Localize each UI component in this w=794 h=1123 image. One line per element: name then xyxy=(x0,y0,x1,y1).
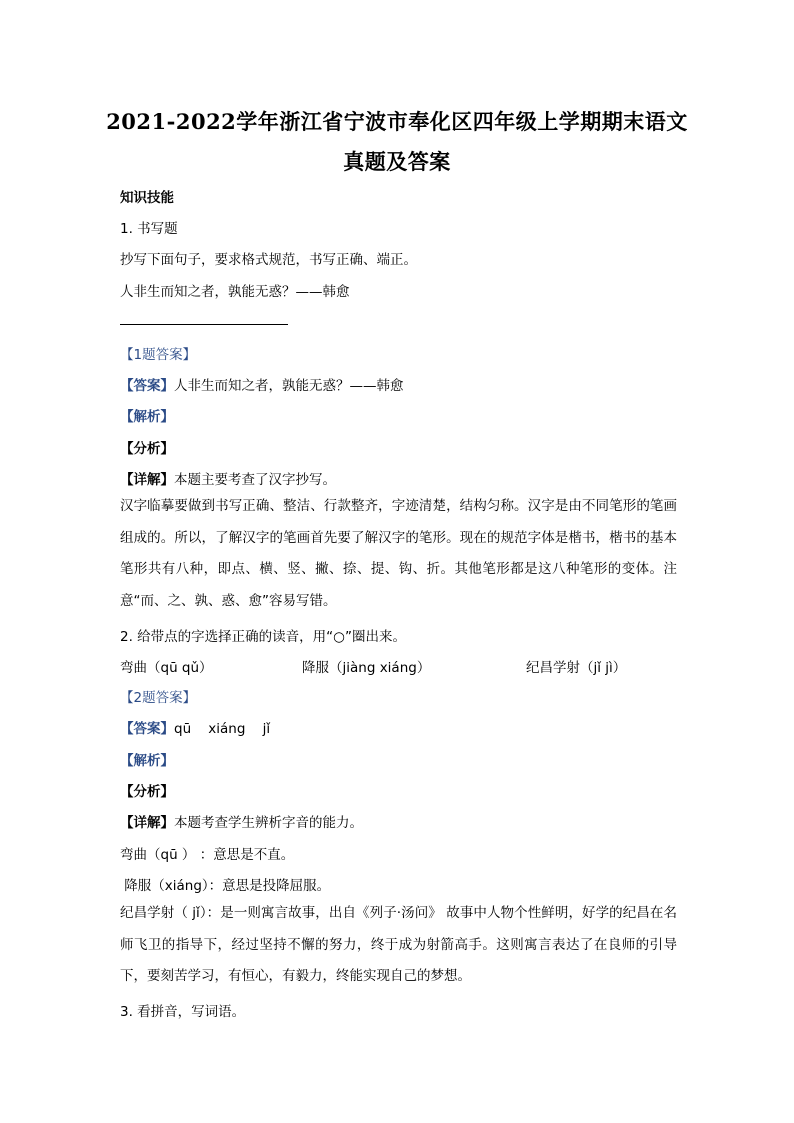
q2-item2: 降服（jiàng xiáng） xyxy=(302,660,431,676)
q2-analysis-label: 【解析】 xyxy=(120,753,174,769)
q2-detail xyxy=(120,811,363,831)
q2-fenxi-label: 【分析】 xyxy=(120,784,174,800)
q2-answer xyxy=(120,717,270,737)
detail-label: 【详解】 xyxy=(120,472,174,488)
answer-text: qū xiáng jǐ xyxy=(174,721,271,737)
detail-text: 本题主要考查了汉字抄写。 xyxy=(174,472,336,488)
q2-item3: 纪昌学射（jǐ jì） xyxy=(526,660,627,676)
q1-answer xyxy=(120,374,404,394)
answer-blank-line xyxy=(120,324,288,325)
section-heading: 知识技能 xyxy=(120,190,174,206)
q1-quote: 人非生而知之者，孰能无惑？——韩愈 xyxy=(120,284,350,300)
answer-text: 人非生而知之者，孰能无惑？——韩愈 xyxy=(174,378,404,394)
q2-item1: 弯曲（qū qǔ） xyxy=(120,660,213,676)
detail-label: 【详解】 xyxy=(120,815,174,831)
q2-explanation-2: 降服（xiáng）：意思是投降屈服。 xyxy=(120,878,331,894)
q2-explanation-1: 弯曲（qū ） ：意思是不直。 xyxy=(120,847,295,863)
answer-label: 【答案】 xyxy=(120,721,174,737)
q1-paragraph: 汉字临摹要做到书写正确、整洁、行款整齐，字迹清楚，结构匀称。汉字是由不同笔形的笔画组成的。所以，了解汉字的笔画首先要了解汉字的笔形。现在的规范字体是楷书，楷书的基本笔形共有八种，即点、横、竖、撇、捺、提、钩、折。其他笔形都是这八种笔形的变体。注意“而、之、孰、惑、愈”容易写错。 xyxy=(120,498,677,609)
doc-title-line2: 真题及答案 xyxy=(343,149,451,174)
q1-heading: 1. 书写题 xyxy=(120,221,178,237)
q1-detail xyxy=(120,468,336,488)
q2-explanation-3: 纪昌学射（ jǐ）：是一则寓言故事，出自《列子·汤问》 故事中人物个性鲜明，好学的纪昌在名师飞卫的指导下，经过坚持不懈的努力，终于成为射箭高手。这则寓言表达了在良师的引导下，要刻苦学习，有恒心，有毅力，终能实现自己的梦想。 xyxy=(120,905,677,984)
q2-heading: 2. 给带点的字选择正确的读音，用“○”圈出来。 xyxy=(120,629,406,645)
q2-answer-tag: 【2题答案】 xyxy=(120,690,197,706)
q1-fenxi-label: 【分析】 xyxy=(120,441,174,457)
q1-instruction: 抄写下面句子，要求格式规范，书写正确、端正。 xyxy=(120,252,417,268)
detail-text: 本题考查学生辨析字音的能力。 xyxy=(174,815,363,831)
q1-answer-tag: 【1题答案】 xyxy=(120,347,197,363)
q3-heading: 3. 看拼音，写词语。 xyxy=(120,1004,246,1020)
answer-label: 【答案】 xyxy=(120,378,174,394)
doc-title-line1: 2021-2022学年浙江省宁波市奉化区四年级上学期期末语文 xyxy=(106,109,688,134)
q1-analysis-label: 【解析】 xyxy=(120,409,174,425)
